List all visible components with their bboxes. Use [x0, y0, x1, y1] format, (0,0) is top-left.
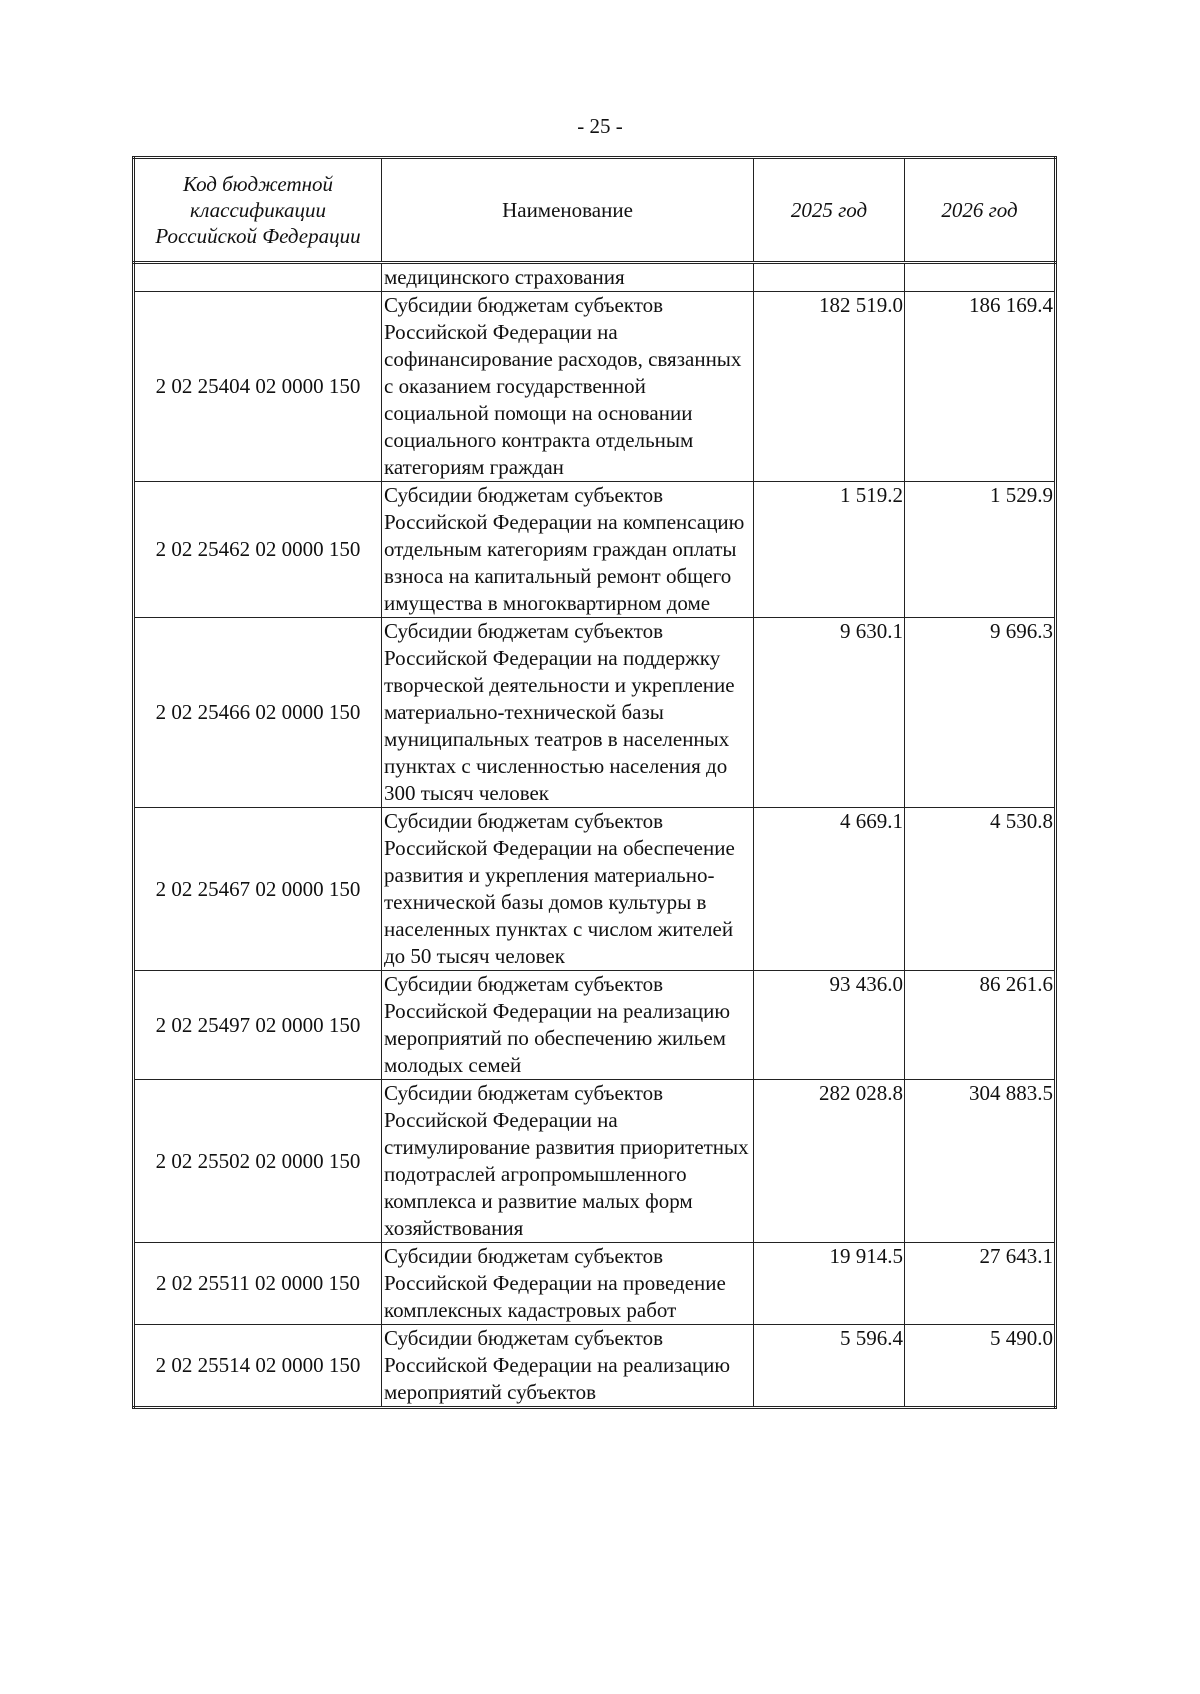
budget-code-cell: 2 02 25514 02 0000 150 [134, 1325, 382, 1408]
page-number: - 25 - [577, 114, 623, 138]
amount-2026-cell: 186 169.4 [905, 292, 1056, 482]
budget-code-cell: 2 02 25502 02 0000 150 [134, 1080, 382, 1243]
amount-2026-cell: 5 490.0 [905, 1325, 1056, 1408]
table-body [134, 263, 1056, 1408]
amount-2026-cell: 86 261.6 [905, 971, 1056, 1080]
table-row [134, 482, 1056, 618]
header-year-2025: 2025 год [754, 158, 905, 263]
amount-2026-cell [905, 263, 1056, 292]
budget-code-cell: 2 02 25466 02 0000 150 [134, 618, 382, 808]
amount-2025-cell: 9 630.1 [754, 618, 905, 808]
item-name-cell: Субсидии бюджетам субъектов Российской Федерации на проведение комплексных кадастровых работ [382, 1243, 754, 1325]
item-name-cell: Субсидии бюджетам субъектов Российской Федерации на поддержку творческой деятельности и укрепление материально-технической базы муниципальных театров в населенных пунктах с численностью населения до 300 тысяч человек [382, 618, 754, 808]
amount-2025-cell: 1 519.2 [754, 482, 905, 618]
budget-code-cell [134, 263, 382, 292]
header-year-2026: 2026 год [905, 158, 1056, 263]
table-row [134, 292, 1056, 482]
table-header-row [134, 158, 1056, 263]
amount-2025-cell [754, 263, 905, 292]
amount-2025-cell: 282 028.8 [754, 1080, 905, 1243]
amount-2025-cell: 4 669.1 [754, 808, 905, 971]
amount-2026-cell: 1 529.9 [905, 482, 1056, 618]
budget-code-cell: 2 02 25511 02 0000 150 [134, 1243, 382, 1325]
item-name-cell: Субсидии бюджетам субъектов Российской Федерации на реализацию мероприятий субъектов [382, 1325, 754, 1408]
table-row [134, 263, 1056, 292]
item-name-cell: Субсидии бюджетам субъектов Российской Федерации на стимулирование развития приоритетных подотраслей агропромышленного комплекса и развитие малых форм хозяйствования [382, 1080, 754, 1243]
table-row [134, 1325, 1056, 1408]
amount-2026-cell: 27 643.1 [905, 1243, 1056, 1325]
amount-2025-cell: 182 519.0 [754, 292, 905, 482]
amount-2026-cell: 304 883.5 [905, 1080, 1056, 1243]
budget-code-cell: 2 02 25497 02 0000 150 [134, 971, 382, 1080]
table-row [134, 1080, 1056, 1243]
item-name-cell: Субсидии бюджетам субъектов Российской Федерации на софинансирование расходов, связанных с оказанием государственной социальной помощи на основании социального контракта отдельным категориям граждан [382, 292, 754, 482]
amount-2026-cell: 9 696.3 [905, 618, 1056, 808]
amount-2025-cell: 5 596.4 [754, 1325, 905, 1408]
item-name-cell: Субсидии бюджетам субъектов Российской Федерации на обеспечение развития и укрепления материально-технической базы домов культуры в населенных пунктах с числом жителей до 50 тысяч человек [382, 808, 754, 971]
header-name: Наименование [382, 158, 754, 263]
budget-code-cell: 2 02 25467 02 0000 150 [134, 808, 382, 971]
header-code: Код бюджетной классификации Российской Федерации [134, 158, 382, 263]
table-row [134, 1243, 1056, 1325]
amount-2026-cell: 4 530.8 [905, 808, 1056, 971]
table-row [134, 618, 1056, 808]
table-row [134, 971, 1056, 1080]
amount-2025-cell: 19 914.5 [754, 1243, 905, 1325]
budget-table [132, 156, 1057, 1409]
table-row [134, 808, 1056, 971]
amount-2025-cell: 93 436.0 [754, 971, 905, 1080]
budget-code-cell: 2 02 25404 02 0000 150 [134, 292, 382, 482]
budget-code-cell: 2 02 25462 02 0000 150 [134, 482, 382, 618]
item-name-cell: Субсидии бюджетам субъектов Российской Федерации на компенсацию отдельным категориям граждан оплаты взноса на капитальный ремонт общего имущества в многоквартирном доме [382, 482, 754, 618]
item-name-cell: Субсидии бюджетам субъектов Российской Федерации на реализацию мероприятий по обеспечению жильем молодых семей [382, 971, 754, 1080]
item-name-cell: медицинского страхования [382, 263, 754, 292]
